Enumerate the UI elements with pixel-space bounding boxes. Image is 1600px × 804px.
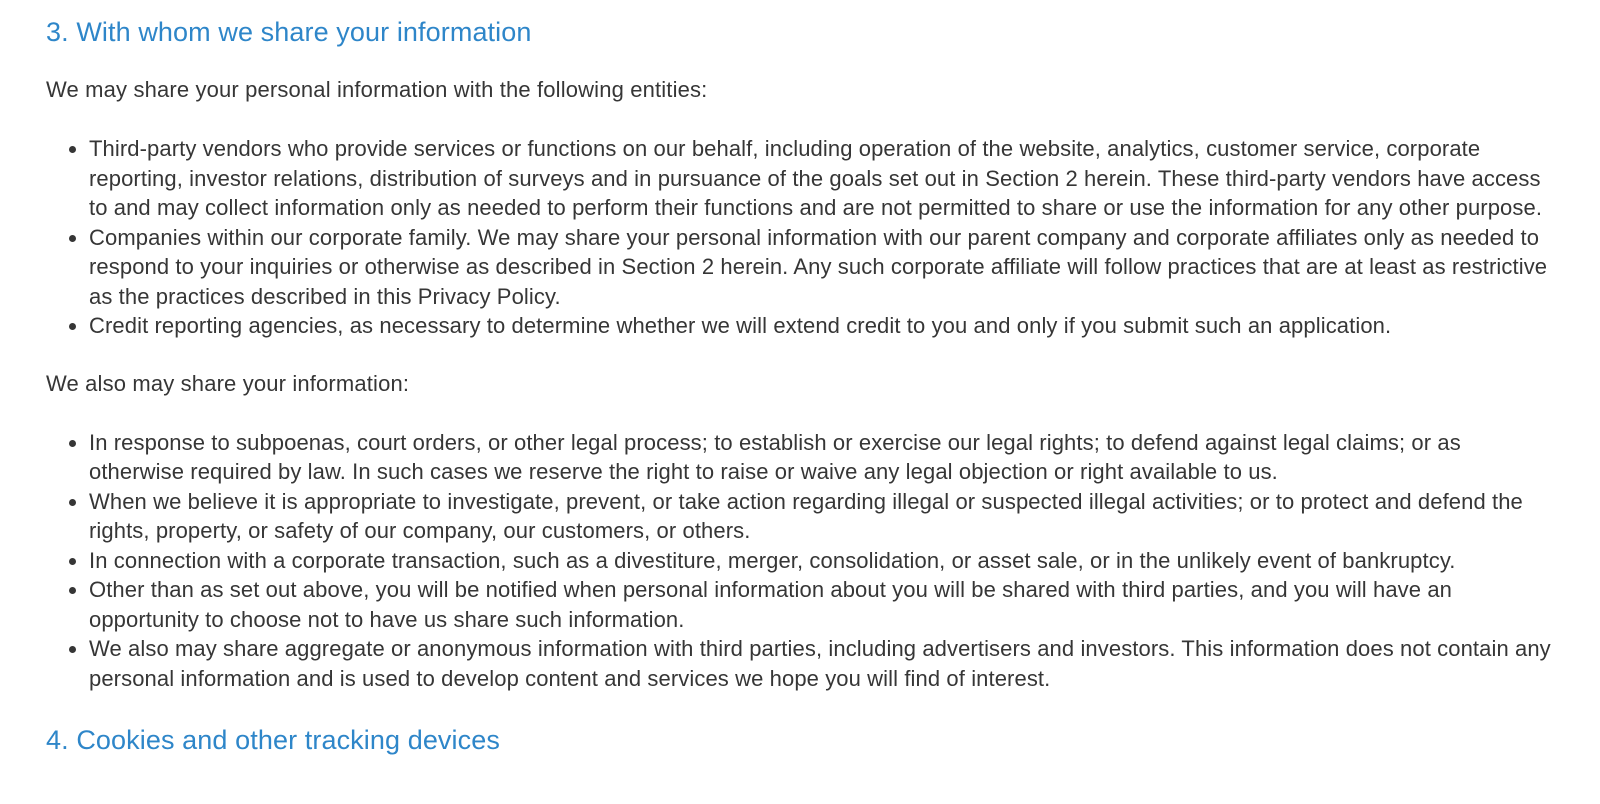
also-share-intro: We also may share your information: xyxy=(46,370,410,396)
section-heading: 3. With whom we share your information xyxy=(46,17,532,47)
shared-entities-intro: We may share your personal information with the following entities: xyxy=(46,77,708,102)
list-item: • Companies within our corporate family. We may share your personal information with our parent company and corporate affiliates only as needed to respond to your inquiries or otherwise as described in Section 2 herein. Any such corporate affiliate will follow practices that are at least as restrictive as the practices described in this Privacy Policy. xyxy=(89,223,1554,312)
privacy-policy-content xyxy=(0,15,1600,757)
list-item: • When we believe it is appropriate to investigate, prevent, or take action regarding illegal or suspected illegal activities; or to protect and defend the rights, property, or safety of our company, our customers, or others. xyxy=(89,487,1554,546)
next-section-heading: 4. Cookies and other tracking devices xyxy=(46,725,500,755)
also-share-list xyxy=(46,428,1554,694)
list-item: • In connection with a corporate transaction, such as a divestiture, merger, consolidation, or asset sale, or in the unlikely event of bankruptcy. xyxy=(89,546,1554,576)
shared-entities-list xyxy=(46,134,1554,341)
list-item: • Third-party vendors who provide services or functions on our behalf, including operation of the website, analytics, customer service, corporate reporting, investor relations, distribution of surveys and in pursuance of the goals set out in Section 2 herein. These third-party vendors have access to and may collect information only as needed to perform their functions and are not permitted to share or use the information for any other purpose. xyxy=(89,134,1554,223)
list-item: • In response to subpoenas, court orders, or other legal process; to establish or exercise our legal rights; to defend against legal claims; or as otherwise required by law. In such cases we reserve the right to raise or waive any legal objection or right available to us. xyxy=(89,428,1554,487)
list-item: • Credit reporting agencies, as necessary to determine whether we will extend credit to you and only if you submit such an application. xyxy=(89,311,1554,341)
list-item: • We also may share aggregate or anonymous information with third parties, including advertisers and investors. This information does not contain any personal information and is used to develop content and services we hope you will find of interest. xyxy=(89,634,1554,693)
list-item: • Other than as set out above, you will be notified when personal information about you will be shared with third parties, and you will have an opportunity to choose not to have us share such information. xyxy=(89,575,1554,634)
